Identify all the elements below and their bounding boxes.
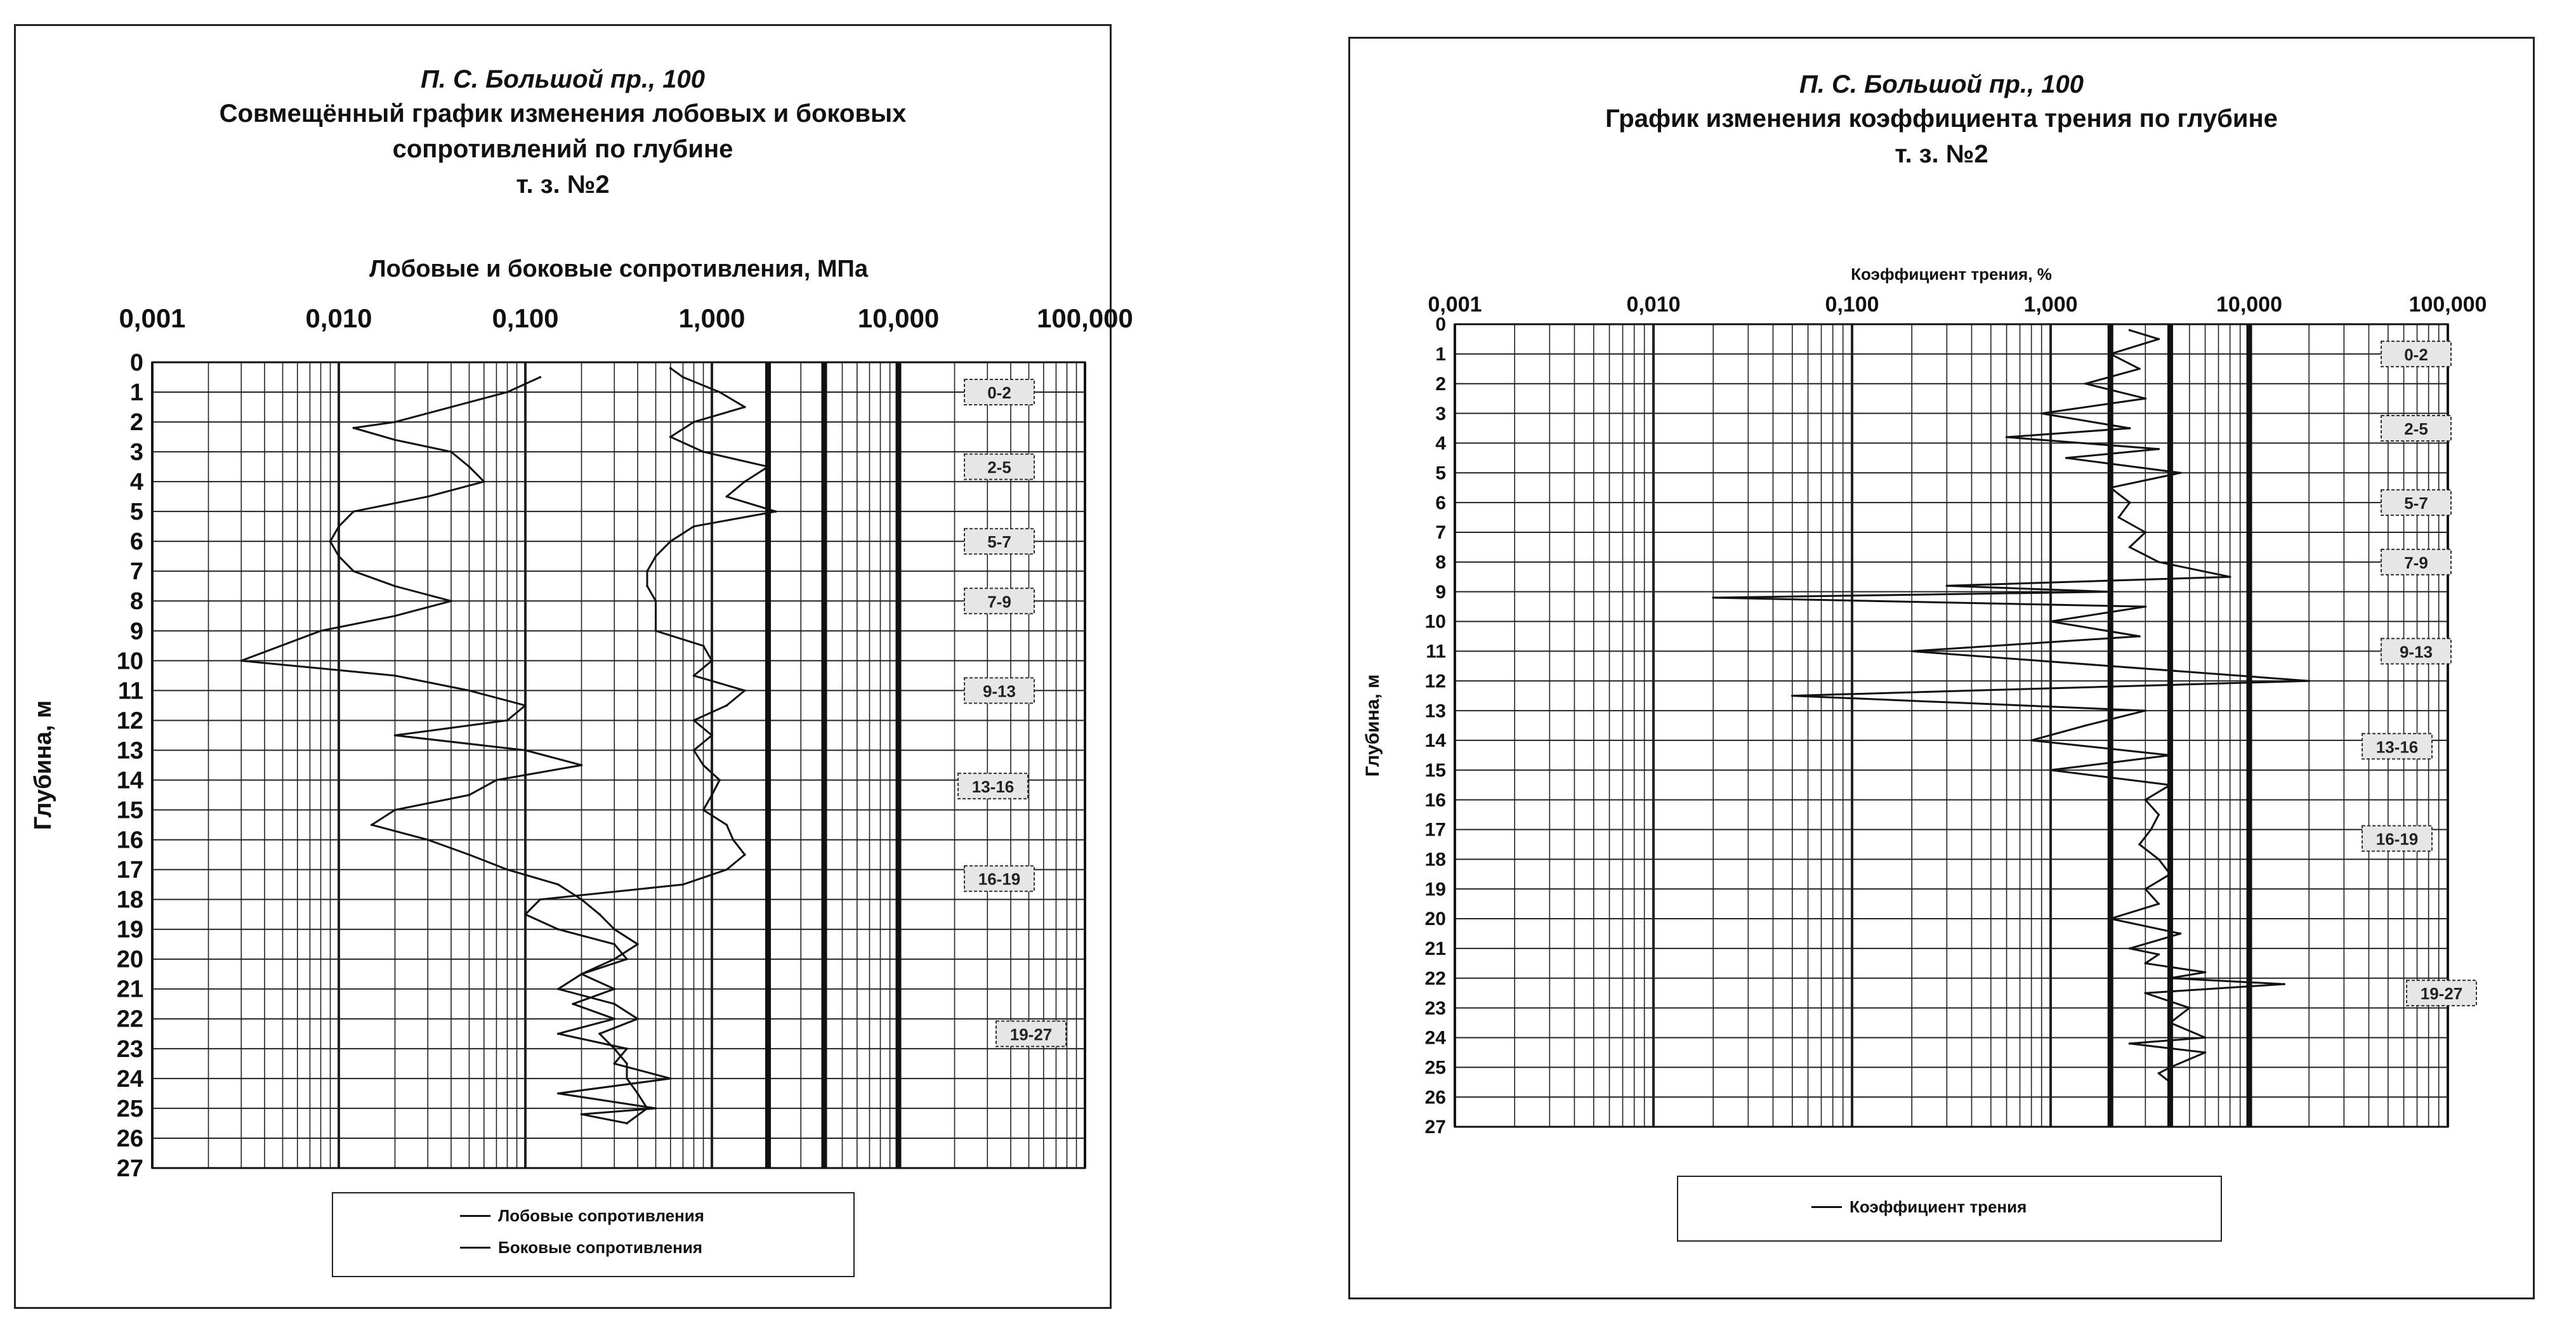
data-point xyxy=(2169,873,2172,876)
data-point xyxy=(646,1107,648,1110)
data-point xyxy=(394,674,397,677)
data-point xyxy=(1946,584,1948,587)
data-point xyxy=(646,570,648,572)
data-point xyxy=(626,1077,628,1080)
data-point xyxy=(2109,353,2112,355)
data-point xyxy=(2157,953,2160,955)
data-point xyxy=(539,898,541,901)
data-point xyxy=(2138,843,2141,846)
left-legend xyxy=(332,1192,855,1277)
layer-label: 13-16 xyxy=(971,777,1015,796)
data-point xyxy=(338,525,340,528)
data-point xyxy=(626,1122,628,1125)
legend-line-friction xyxy=(1811,1206,1842,1208)
y-tick-label: 1 xyxy=(1435,344,1446,365)
data-point xyxy=(2204,971,2207,974)
data-point xyxy=(711,660,713,662)
data-point xyxy=(598,1033,601,1035)
y-tick-label: 15 xyxy=(1424,759,1446,781)
y-tick-label: 15 xyxy=(116,797,143,824)
y-tick-label: 24 xyxy=(1424,1027,1446,1049)
y-tick-label: 4 xyxy=(1435,433,1446,454)
x-tick-label: 100,000 xyxy=(1037,303,1133,333)
data-point xyxy=(669,540,672,542)
y-tick-label: 5 xyxy=(129,499,143,526)
data-point xyxy=(524,704,527,707)
y-axis-title: Глубина, м xyxy=(30,700,56,831)
data-point xyxy=(613,1047,615,1050)
data-point xyxy=(693,421,695,423)
data-point xyxy=(744,480,746,483)
data-point xyxy=(711,734,713,737)
layer-label: 7-9 xyxy=(987,592,1011,612)
data-point xyxy=(483,480,485,483)
layer-label: 0-2 xyxy=(2404,345,2428,364)
data-point xyxy=(2179,933,2182,935)
data-point xyxy=(2145,531,2147,534)
x-tick-label: 1,000 xyxy=(2023,292,2078,317)
layer-label: 5-7 xyxy=(987,532,1011,552)
y-tick-label: 26 xyxy=(1424,1087,1446,1108)
data-point xyxy=(636,1093,639,1095)
right-chart-title-1: П. С. Большой пр., 100 xyxy=(1799,70,2084,98)
data-point xyxy=(693,525,695,528)
data-point xyxy=(613,1002,615,1005)
data-point xyxy=(394,734,397,737)
y-tick-label: 22 xyxy=(116,1006,143,1033)
data-point xyxy=(581,973,583,975)
right-chart-title-3: т. з. №2 xyxy=(1895,140,1988,168)
data-point xyxy=(2229,575,2231,578)
data-point xyxy=(613,1063,615,1065)
data-point xyxy=(2308,680,2310,682)
data-point xyxy=(2129,329,2131,332)
y-tick-label: 13 xyxy=(1424,700,1446,722)
y-tick-label: 27 xyxy=(1424,1117,1446,1138)
legend-item-side xyxy=(460,1238,702,1257)
data-point xyxy=(2157,561,2160,563)
data-point xyxy=(240,660,242,662)
data-point xyxy=(2084,383,2087,385)
data-point xyxy=(2129,546,2131,549)
y-tick-label: 27 xyxy=(116,1155,143,1182)
y-axis-title: Глубина, м xyxy=(1362,674,1383,777)
x-tick-label: 0,100 xyxy=(1825,292,1879,317)
data-point xyxy=(702,809,705,811)
data-point xyxy=(506,391,509,393)
y-tick-label: 4 xyxy=(129,469,143,496)
data-point xyxy=(636,1018,639,1020)
y-tick-label: 25 xyxy=(116,1095,143,1122)
data-point xyxy=(669,367,672,370)
data-point xyxy=(1791,695,1794,697)
data-point xyxy=(655,630,657,633)
data-point xyxy=(2065,457,2068,459)
data-point xyxy=(744,853,746,856)
data-point xyxy=(557,883,560,886)
x-tick-label: 0,100 xyxy=(492,303,559,333)
data-point xyxy=(613,988,615,990)
x-tick-label: 0,010 xyxy=(1626,292,1681,317)
y-tick-label: 0 xyxy=(129,349,143,376)
data-point xyxy=(626,1063,628,1065)
data-point xyxy=(725,704,728,707)
y-tick-label: 12 xyxy=(1424,671,1446,692)
y-tick-label: 10 xyxy=(1424,611,1446,633)
data-point xyxy=(2145,888,2147,890)
data-point xyxy=(2145,605,2147,608)
y-tick-label: 17 xyxy=(1424,819,1446,841)
layer-label: 0-2 xyxy=(987,383,1011,403)
left-chart-title-4: т. з. №2 xyxy=(516,171,610,199)
x-tick-label: 10,000 xyxy=(857,303,940,333)
y-tick-label: 7 xyxy=(1435,522,1446,544)
y-tick-label: 18 xyxy=(116,886,143,914)
data-point xyxy=(636,943,639,945)
data-point xyxy=(468,690,471,692)
y-tick-label: 21 xyxy=(1424,938,1446,960)
data-point xyxy=(613,928,615,931)
data-point xyxy=(1910,650,1913,653)
data-point xyxy=(669,1077,672,1080)
y-tick-label: 3 xyxy=(1435,403,1446,424)
legend-label-side: Боковые сопротивления xyxy=(498,1238,703,1257)
data-point xyxy=(320,630,322,633)
data-point xyxy=(2150,829,2152,831)
data-point xyxy=(539,376,541,379)
y-tick-label: 24 xyxy=(116,1065,143,1093)
y-tick-label: 13 xyxy=(116,737,143,765)
data-point xyxy=(646,585,648,588)
data-point xyxy=(581,1113,583,1116)
y-tick-label: 9 xyxy=(129,618,143,645)
data-point xyxy=(2157,1072,2160,1075)
data-point xyxy=(626,1047,628,1050)
left-chart-panel xyxy=(14,24,1133,1309)
data-point xyxy=(702,450,705,453)
data-point xyxy=(2109,591,2112,593)
layer-label: 19-27 xyxy=(2420,984,2463,1004)
data-point xyxy=(655,615,657,617)
data-point xyxy=(394,585,397,588)
right-chart-panel xyxy=(1348,37,2535,1299)
data-point xyxy=(711,794,713,796)
data-point xyxy=(506,719,509,722)
data-point xyxy=(2169,977,2172,980)
data-point xyxy=(682,883,685,886)
data-point xyxy=(557,1093,560,1095)
y-tick-label: 18 xyxy=(1424,849,1446,870)
y-tick-label: 23 xyxy=(1424,997,1446,1019)
data-point xyxy=(557,928,560,931)
left-chart-title-2: Совмещённый график изменения лобовых и боковых xyxy=(219,100,907,128)
data-point xyxy=(2169,754,2172,757)
layer-label: 2-5 xyxy=(2404,419,2428,438)
y-tick-label: 2 xyxy=(1435,373,1446,395)
y-tick-label: 23 xyxy=(116,1035,143,1063)
data-point xyxy=(2084,725,2087,727)
data-point xyxy=(2145,709,2147,712)
data-point xyxy=(2049,769,2052,772)
data-point xyxy=(2157,448,2160,450)
data-point xyxy=(2204,1037,2207,1039)
y-tick-label: 8 xyxy=(129,588,143,615)
data-point xyxy=(2169,1081,2172,1084)
y-tick-label: 0 xyxy=(1435,314,1446,336)
y-tick-label: 20 xyxy=(1424,909,1446,930)
data-point xyxy=(2145,799,2147,801)
data-point xyxy=(702,645,705,647)
layer-label: 13-16 xyxy=(2376,737,2419,757)
data-point xyxy=(581,898,583,901)
x-tick-label: 100,000 xyxy=(2408,292,2487,317)
data-point xyxy=(744,406,746,409)
data-point xyxy=(693,749,695,752)
data-point xyxy=(613,943,615,945)
x-axis-title: Лобовые и боковые сопротивления, МПа xyxy=(369,256,868,282)
data-point xyxy=(557,988,560,990)
data-point xyxy=(2157,903,2160,905)
y-tick-label: 9 xyxy=(1435,581,1446,603)
data-point xyxy=(450,450,452,453)
data-point xyxy=(329,540,332,542)
data-point xyxy=(718,391,721,393)
legend-item-friction xyxy=(1811,1197,2027,1217)
data-point xyxy=(2179,471,2182,474)
data-point xyxy=(2129,427,2131,430)
y-tick-label: 22 xyxy=(1424,968,1446,989)
data-point xyxy=(352,510,355,513)
x-tick-label: 0,001 xyxy=(1428,292,1482,317)
right-chart-title-2: График изменения коэффициента трения по глубине xyxy=(1605,105,2278,133)
data-point xyxy=(2157,858,2160,861)
right-legend xyxy=(1677,1176,2222,1242)
data-point xyxy=(2129,1042,2131,1045)
y-tick-label: 3 xyxy=(129,439,143,466)
data-point xyxy=(767,466,770,468)
data-point xyxy=(506,869,509,871)
data-point xyxy=(693,719,695,722)
data-point xyxy=(744,690,746,692)
data-point xyxy=(2145,992,2147,994)
data-point xyxy=(725,824,728,826)
data-point xyxy=(613,958,615,961)
data-point xyxy=(2204,1051,2207,1054)
data-point xyxy=(394,438,397,441)
layer-label: 16-19 xyxy=(2376,829,2419,849)
data-point xyxy=(468,853,471,856)
data-point xyxy=(775,510,777,513)
y-tick-label: 20 xyxy=(116,946,143,973)
y-tick-label: 10 xyxy=(116,648,143,675)
y-tick-label: 16 xyxy=(1424,789,1446,811)
data-point xyxy=(394,421,397,423)
legend-line-front xyxy=(460,1215,490,1217)
x-tick-label: 10,000 xyxy=(2216,292,2282,317)
layer-label: 9-13 xyxy=(2399,642,2433,662)
data-point xyxy=(2138,635,2141,638)
y-tick-label: 26 xyxy=(116,1125,143,1152)
data-point xyxy=(655,600,657,602)
left-chart-svg xyxy=(16,216,1133,1333)
data-point xyxy=(655,1107,657,1110)
data-point xyxy=(394,809,397,811)
data-point xyxy=(693,674,695,677)
layer-label: 7-9 xyxy=(2404,553,2428,572)
data-point xyxy=(426,496,429,498)
y-tick-label: 2 xyxy=(129,409,143,436)
layer-label: 19-27 xyxy=(1009,1025,1053,1044)
data-point xyxy=(394,615,397,617)
data-point xyxy=(655,555,657,558)
data-point xyxy=(450,600,452,602)
data-point xyxy=(524,749,527,752)
data-point xyxy=(2188,1007,2191,1009)
data-point xyxy=(2169,1021,2172,1024)
x-tick-label: 1,000 xyxy=(678,303,746,333)
data-point xyxy=(557,1033,560,1035)
data-point xyxy=(2109,917,2112,920)
data-point xyxy=(2145,397,2147,400)
legend-label-friction: Коэффициент трения xyxy=(1850,1197,2027,1216)
data-point xyxy=(2169,1066,2172,1068)
layer-label: 9-13 xyxy=(982,681,1016,701)
data-point xyxy=(2117,516,2120,519)
data-point xyxy=(426,839,429,841)
data-point xyxy=(468,466,471,468)
legend-label-front: Лобовые сопротивления xyxy=(498,1206,704,1225)
plot-frame xyxy=(1455,324,2448,1127)
left-chart-title-3: сопротивлений по глубине xyxy=(392,135,733,163)
data-point xyxy=(352,427,355,430)
data-point xyxy=(2157,338,2160,341)
y-tick-label: 8 xyxy=(1435,552,1446,574)
data-point xyxy=(2129,947,2131,950)
data-point xyxy=(702,764,705,766)
layer-label: 5-7 xyxy=(2404,494,2428,513)
data-point xyxy=(1712,596,1714,599)
data-point xyxy=(732,839,735,841)
data-point xyxy=(496,779,498,782)
x-axis-title: Коэффициент трения, % xyxy=(1851,265,2052,284)
right-chart-svg xyxy=(1350,197,2537,1276)
data-point xyxy=(2145,962,2147,965)
y-tick-label: 21 xyxy=(116,976,143,1003)
data-point xyxy=(2138,367,2141,370)
y-tick-label: 19 xyxy=(116,916,143,943)
data-point xyxy=(718,779,721,782)
data-point xyxy=(598,913,601,916)
data-point xyxy=(2040,412,2043,415)
data-point xyxy=(2049,621,2052,623)
data-point xyxy=(2030,739,2033,742)
data-point xyxy=(352,570,355,572)
data-point xyxy=(2109,487,2112,489)
y-tick-label: 16 xyxy=(116,827,143,854)
y-tick-label: 1 xyxy=(129,379,143,406)
legend-item-front xyxy=(460,1206,704,1226)
data-point xyxy=(669,436,672,438)
data-point xyxy=(725,869,728,871)
data-point xyxy=(2129,501,2131,504)
legend-line-side xyxy=(460,1247,490,1249)
y-tick-label: 5 xyxy=(1435,463,1446,484)
y-tick-label: 14 xyxy=(116,767,143,794)
y-tick-label: 6 xyxy=(129,529,143,556)
data-point xyxy=(581,764,583,766)
data-point xyxy=(468,794,471,796)
y-tick-label: 7 xyxy=(129,558,143,586)
data-point xyxy=(613,1018,615,1020)
data-point xyxy=(338,555,340,558)
layer-label: 2-5 xyxy=(987,457,1011,477)
y-tick-label: 25 xyxy=(1424,1057,1446,1079)
data-point xyxy=(2169,784,2172,786)
data-point xyxy=(524,913,527,916)
data-point xyxy=(2157,813,2160,816)
data-point xyxy=(626,958,628,961)
layer-label: 16-19 xyxy=(978,869,1021,889)
left-chart-title-1: П. С. Большой пр., 100 xyxy=(421,65,705,93)
y-tick-label: 12 xyxy=(116,707,143,735)
data-point xyxy=(572,1002,574,1005)
data-point xyxy=(2006,436,2008,438)
y-tick-label: 6 xyxy=(1435,492,1446,514)
data-point xyxy=(2283,983,2285,985)
y-tick-label: 14 xyxy=(1424,730,1446,752)
data-point xyxy=(371,824,373,826)
data-point xyxy=(682,376,685,379)
y-tick-label: 17 xyxy=(116,857,143,884)
y-tick-label: 11 xyxy=(117,678,143,705)
y-tick-label: 11 xyxy=(1426,641,1446,662)
y-tick-label: 19 xyxy=(1424,879,1446,900)
data-point xyxy=(450,406,452,409)
x-tick-label: 0,001 xyxy=(119,303,186,333)
data-point xyxy=(725,496,728,498)
x-tick-label: 0,010 xyxy=(305,303,372,333)
